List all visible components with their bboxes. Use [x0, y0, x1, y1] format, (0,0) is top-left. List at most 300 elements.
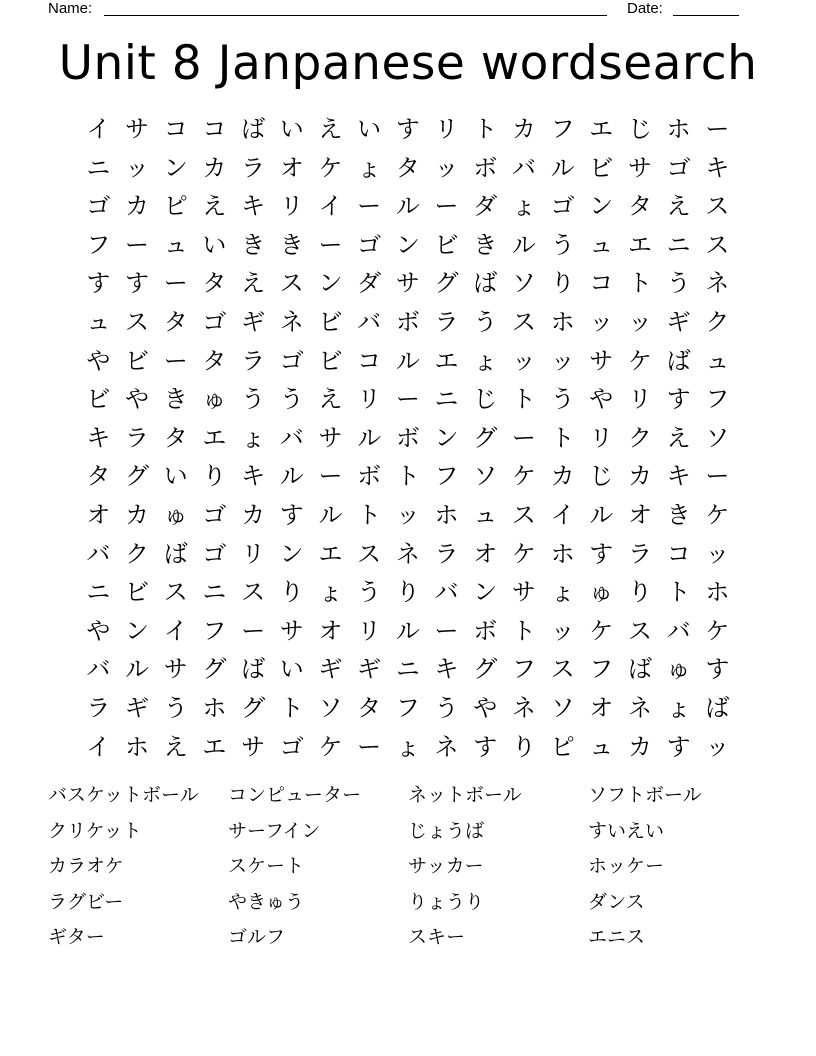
grid-row: [79, 226, 737, 265]
grid-row: [79, 187, 737, 226]
word-list-item: スキー: [408, 926, 466, 949]
grid-cell: す: [86, 269, 111, 298]
grid-cell: ス: [627, 616, 652, 645]
grid-cell: ー: [163, 346, 188, 375]
grid-cell: ニ: [202, 578, 227, 607]
grid-cell: ソ: [511, 269, 536, 298]
grid-cell: き: [473, 230, 498, 259]
grid-cell: ス: [241, 578, 266, 607]
grid-cell: ホ: [550, 307, 575, 336]
grid-cell: エ: [202, 732, 227, 761]
grid-cell: フ: [202, 616, 227, 645]
grid-cell: カ: [627, 732, 652, 761]
grid-cell: サ: [318, 423, 343, 452]
grid-cell: サ: [279, 616, 304, 645]
grid-cell: ュ: [473, 500, 498, 529]
grid-cell: ラ: [241, 153, 266, 182]
grid-row: [79, 342, 737, 381]
grid-cell: ッ: [705, 732, 730, 761]
grid-cell: り: [627, 578, 652, 607]
grid-cell: ゴ: [202, 500, 227, 529]
grid-cell: り: [202, 462, 227, 491]
grid-cell: サ: [241, 732, 266, 761]
grid-cell: す: [395, 115, 420, 143]
grid-cell: す: [589, 539, 614, 568]
grid-cell: ト: [473, 115, 498, 143]
word-list-item: サッカー: [408, 855, 484, 878]
grid-cell: ー: [318, 462, 343, 491]
grid-cell: い: [163, 462, 188, 491]
grid-cell: ス: [511, 307, 536, 336]
grid-cell: カ: [125, 500, 150, 529]
grid-cell: フ: [434, 462, 459, 491]
grid-cell: ビ: [125, 578, 150, 607]
word-list-item: ゴルフ: [228, 926, 286, 949]
grid-cell: ン: [434, 423, 459, 452]
grid-cell: エ: [434, 346, 459, 375]
grid-cell: ソ: [473, 462, 498, 491]
grid-cell: サ: [125, 115, 150, 143]
grid-cell: イ: [550, 500, 575, 529]
grid-cell: オ: [318, 616, 343, 645]
grid-cell: ケ: [705, 500, 730, 529]
word-list-item: ラグビー: [48, 890, 124, 913]
grid-cell: ボ: [395, 423, 420, 452]
grid-cell: サ: [511, 578, 536, 607]
grid-cell: ッ: [589, 307, 614, 336]
grid-cell: う: [163, 693, 188, 722]
grid-cell: コ: [357, 346, 382, 375]
grid-cell: ー: [705, 115, 730, 143]
grid-row: [79, 303, 737, 342]
grid-cell: ッ: [511, 346, 536, 375]
grid-cell: や: [125, 385, 150, 414]
grid-cell: え: [318, 115, 343, 143]
grid-cell: サ: [627, 153, 652, 182]
grid-cell: ゅ: [666, 655, 691, 684]
grid-cell: グ: [434, 269, 459, 298]
grid-cell: ょ: [511, 192, 536, 221]
grid-row: [79, 380, 737, 419]
grid-cell: ソ: [705, 423, 730, 452]
grid-row: [79, 419, 737, 458]
grid-cell: ト: [395, 462, 420, 491]
grid-cell: ゅ: [163, 500, 188, 529]
grid-cell: や: [86, 346, 111, 375]
grid-cell: ゴ: [279, 732, 304, 761]
grid-cell: コ: [202, 115, 227, 143]
grid-cell: ホ: [434, 500, 459, 529]
grid-cell: ー: [434, 616, 459, 645]
grid-cell: キ: [241, 192, 266, 221]
grid-cell: え: [241, 269, 266, 298]
grid-cell: ラ: [86, 693, 111, 722]
grid-cell: じ: [589, 462, 614, 491]
word-list-item: すいえい: [588, 819, 665, 842]
grid-cell: フ: [589, 655, 614, 684]
grid-cell: ー: [434, 192, 459, 221]
grid-cell: ル: [589, 500, 614, 529]
grid-cell: イ: [86, 115, 111, 143]
grid-cell: ボ: [357, 462, 382, 491]
grid-cell: う: [550, 385, 575, 414]
grid-cell: リ: [434, 115, 459, 143]
grid-cell: ー: [318, 230, 343, 259]
grid-cell: ホ: [550, 539, 575, 568]
grid-row: [79, 573, 737, 612]
grid-cell: ビ: [318, 307, 343, 336]
grid-cell: ュ: [589, 230, 614, 259]
grid-cell: カ: [511, 115, 536, 143]
grid-row: [79, 612, 737, 651]
grid-cell: カ: [125, 192, 150, 221]
grid-cell: バ: [86, 655, 111, 684]
grid-cell: ソ: [318, 693, 343, 722]
grid-cell: エ: [318, 539, 343, 568]
grid-cell: ニ: [86, 153, 111, 182]
grid-cell: ピ: [163, 192, 188, 221]
grid-cell: き: [666, 500, 691, 529]
grid-cell: す: [666, 385, 691, 414]
grid-cell: キ: [86, 423, 111, 452]
date-label: Date:: [627, 0, 663, 17]
grid-cell: ゴ: [357, 230, 382, 259]
grid-cell: ホ: [125, 732, 150, 761]
name-label: Name:: [48, 0, 93, 17]
grid-cell: ー: [125, 230, 150, 259]
grid-cell: ょ: [395, 732, 420, 761]
grid-cell: ゴ: [202, 539, 227, 568]
grid-cell: ラ: [627, 539, 652, 568]
grid-row: [79, 149, 737, 188]
grid-cell: キ: [705, 153, 730, 182]
grid-cell: ニ: [86, 578, 111, 607]
grid-cell: ホ: [666, 115, 691, 143]
grid-cell: カ: [550, 462, 575, 491]
grid-cell: ゴ: [550, 192, 575, 221]
grid-cell: ラ: [125, 423, 150, 452]
grid-cell: ス: [163, 578, 188, 607]
grid-cell: す: [705, 655, 730, 684]
grid-cell: ー: [241, 616, 266, 645]
grid-cell: ば: [473, 269, 498, 298]
grid-cell: バ: [666, 616, 691, 645]
grid-cell: う: [279, 385, 304, 414]
grid-cell: ケ: [589, 616, 614, 645]
grid-cell: ギ: [666, 307, 691, 336]
grid-cell: や: [473, 693, 498, 722]
grid-cell: ー: [511, 423, 536, 452]
grid-cell: ネ: [395, 539, 420, 568]
grid-cell: ケ: [511, 539, 536, 568]
grid-cell: ボ: [473, 153, 498, 182]
grid-cell: ュ: [163, 230, 188, 259]
grid-cell: す: [666, 732, 691, 761]
grid-cell: い: [279, 655, 304, 684]
grid-cell: ば: [705, 693, 730, 722]
word-list-item: じょうば: [408, 819, 485, 842]
grid-cell: グ: [473, 655, 498, 684]
grid-cell: ケ: [705, 616, 730, 645]
grid-cell: ギ: [241, 307, 266, 336]
grid-cell: サ: [163, 655, 188, 684]
grid-cell: ン: [163, 153, 188, 182]
grid-cell: ば: [627, 655, 652, 684]
grid-cell: ょ: [318, 578, 343, 607]
grid-cell: イ: [86, 732, 111, 761]
grid-cell: ラ: [434, 307, 459, 336]
grid-row: [79, 689, 737, 728]
grid-cell: オ: [279, 153, 304, 182]
grid-cell: リ: [357, 616, 382, 645]
grid-cell: タ: [163, 423, 188, 452]
grid-cell: ー: [357, 732, 382, 761]
grid-cell: ラ: [434, 539, 459, 568]
grid-cell: ゴ: [86, 192, 111, 221]
grid-cell: ル: [357, 423, 382, 452]
grid-cell: フ: [511, 655, 536, 684]
grid-cell: ー: [395, 385, 420, 414]
grid-cell: ょ: [550, 578, 575, 607]
grid-cell: ー: [357, 192, 382, 221]
grid-cell: ン: [279, 539, 304, 568]
grid-cell: い: [279, 115, 304, 143]
grid-cell: す: [279, 500, 304, 529]
grid-cell: ょ: [666, 693, 691, 722]
grid-cell: キ: [241, 462, 266, 491]
grid-cell: バ: [279, 423, 304, 452]
grid-cell: オ: [589, 693, 614, 722]
grid-cell: す: [473, 732, 498, 761]
word-list-item: ダンス: [588, 890, 645, 913]
grid-cell: イ: [163, 616, 188, 645]
grid-cell: り: [511, 732, 536, 761]
page-title: Unit 8 Janpanese wordsearch: [58, 36, 758, 91]
grid-cell: う: [434, 693, 459, 722]
word-list-item: ホッケー: [588, 855, 665, 878]
grid-cell: ギ: [357, 655, 382, 684]
grid-cell: ル: [511, 230, 536, 259]
grid-cell: う: [473, 307, 498, 336]
grid-cell: ネ: [627, 693, 652, 722]
grid-cell: う: [666, 269, 691, 298]
grid-cell: ビ: [589, 153, 614, 182]
grid-cell: ス: [279, 269, 304, 298]
grid-cell: グ: [473, 423, 498, 452]
grid-cell: タ: [202, 269, 227, 298]
grid-cell: ン: [395, 230, 420, 259]
grid-cell: ょ: [473, 346, 498, 375]
grid-cell: え: [163, 732, 188, 761]
grid-cell: ッ: [434, 153, 459, 182]
grid-cell: う: [357, 578, 382, 607]
header-line: [48, 0, 748, 18]
grid-cell: タ: [202, 346, 227, 375]
grid-cell: ば: [241, 115, 266, 143]
grid-cell: ケ: [511, 462, 536, 491]
grid-cell: ホ: [705, 578, 730, 607]
grid-cell: ネ: [511, 693, 536, 722]
grid-cell: え: [666, 192, 691, 221]
grid-cell: う: [550, 230, 575, 259]
grid-cell: え: [202, 192, 227, 221]
grid-cell: ダ: [473, 192, 498, 221]
grid-cell: オ: [86, 500, 111, 529]
grid-cell: ダ: [357, 269, 382, 298]
word-list-item: バスケットボール: [48, 784, 199, 806]
grid-cell: オ: [627, 500, 652, 529]
grid-cell: ッ: [627, 307, 652, 336]
grid-cell: バ: [357, 307, 382, 336]
grid-cell: き: [241, 230, 266, 259]
grid-cell: ン: [589, 192, 614, 221]
grid-cell: コ: [163, 115, 188, 143]
grid-cell: ト: [279, 693, 304, 722]
grid-cell: エ: [589, 115, 614, 143]
grid-cell: タ: [395, 153, 420, 182]
grid-cell: ル: [395, 616, 420, 645]
grid-cell: ル: [318, 500, 343, 529]
grid-cell: ト: [666, 578, 691, 607]
grid-cell: ッ: [705, 539, 730, 568]
grid-cell: ル: [395, 192, 420, 221]
grid-cell: リ: [627, 385, 652, 414]
grid-cell: タ: [86, 462, 111, 491]
grid-cell: ゴ: [202, 307, 227, 336]
grid-cell: ゅ: [589, 578, 614, 607]
grid-cell: ト: [627, 269, 652, 298]
grid-cell: コ: [589, 269, 614, 298]
grid-cell: グ: [241, 693, 266, 722]
word-list-item: ネットボール: [408, 784, 522, 806]
grid-cell: り: [279, 578, 304, 607]
grid-cell: ン: [125, 616, 150, 645]
grid-cell: え: [666, 423, 691, 452]
grid-cell: ば: [666, 346, 691, 375]
grid-cell: ネ: [434, 732, 459, 761]
word-list-item: コンピューター: [228, 784, 362, 806]
grid-cell: エ: [627, 230, 652, 259]
grid-cell: ょ: [357, 153, 382, 182]
grid-cell: ボ: [473, 616, 498, 645]
word-list-item: サーフイン: [228, 819, 321, 842]
grid-cell: じ: [627, 115, 652, 143]
grid-cell: じ: [473, 385, 498, 414]
grid-cell: ク: [125, 539, 150, 568]
grid-cell: ル: [279, 462, 304, 491]
grid-cell: ト: [511, 385, 536, 414]
grid-cell: や: [589, 385, 614, 414]
wordsearch-grid: [79, 110, 737, 766]
grid-cell: ソ: [550, 693, 575, 722]
grid-cell: フ: [86, 230, 111, 259]
grid-cell: グ: [125, 462, 150, 491]
grid-cell: ビ: [86, 385, 111, 414]
grid-cell: ル: [125, 655, 150, 684]
word-list-item: エニス: [588, 926, 646, 949]
word-list-item: カラオケ: [48, 855, 124, 878]
grid-cell: ル: [550, 153, 575, 182]
grid-cell: バ: [434, 578, 459, 607]
grid-cell: ス: [511, 500, 536, 529]
grid-cell: ュ: [589, 732, 614, 761]
grid-cell: ュ: [705, 346, 730, 375]
grid-cell: ケ: [318, 732, 343, 761]
grid-cell: ビ: [318, 346, 343, 375]
grid-cell: タ: [163, 307, 188, 336]
grid-cell: ス: [550, 655, 575, 684]
grid-cell: サ: [395, 269, 420, 298]
grid-cell: キ: [666, 462, 691, 491]
grid-cell: ニ: [395, 655, 420, 684]
word-list-item: スケート: [228, 855, 305, 878]
name-blank-line: [104, 15, 607, 16]
grid-cell: ビ: [125, 346, 150, 375]
grid-cell: タ: [627, 192, 652, 221]
word-list-item: ギター: [48, 926, 105, 949]
grid-cell: ゴ: [666, 153, 691, 182]
grid-cell: ピ: [550, 732, 575, 761]
grid-cell: リ: [357, 385, 382, 414]
grid-cell: ト: [511, 616, 536, 645]
grid-cell: フ: [705, 385, 730, 414]
grid-cell: ッ: [125, 153, 150, 182]
grid-cell: ネ: [279, 307, 304, 336]
grid-cell: ル: [395, 346, 420, 375]
grid-cell: ネ: [705, 269, 730, 298]
grid-cell: ニ: [666, 230, 691, 259]
grid-cell: グ: [202, 655, 227, 684]
grid-cell: ッ: [550, 346, 575, 375]
grid-cell: オ: [473, 539, 498, 568]
grid-cell: き: [279, 230, 304, 259]
grid-cell: カ: [202, 153, 227, 182]
grid-cell: き: [163, 385, 188, 414]
grid-cell: イ: [318, 192, 343, 221]
grid-cell: エ: [202, 423, 227, 452]
grid-cell: ー: [163, 269, 188, 298]
grid-row: [79, 728, 737, 767]
grid-cell: ば: [163, 539, 188, 568]
grid-cell: ッ: [395, 500, 420, 529]
grid-cell: ン: [318, 269, 343, 298]
grid-row: [79, 457, 737, 496]
grid-cell: カ: [627, 462, 652, 491]
grid-cell: ト: [550, 423, 575, 452]
grid-cell: タ: [357, 693, 382, 722]
grid-cell: い: [357, 115, 382, 143]
grid-cell: コ: [666, 539, 691, 568]
word-list-item: ソフトボール: [588, 784, 702, 806]
grid-cell: ょ: [241, 423, 266, 452]
grid-cell: え: [318, 385, 343, 414]
grid-cell: ス: [125, 307, 150, 336]
grid-cell: ラ: [241, 346, 266, 375]
grid-cell: い: [202, 230, 227, 259]
grid-cell: う: [241, 385, 266, 414]
grid-cell: ス: [357, 539, 382, 568]
grid-cell: ト: [357, 500, 382, 529]
grid-cell: す: [125, 269, 150, 298]
grid-cell: フ: [395, 693, 420, 722]
grid-cell: カ: [241, 500, 266, 529]
grid-cell: ホ: [202, 693, 227, 722]
word-list: [48, 778, 768, 956]
grid-cell: バ: [86, 539, 111, 568]
word-list-item: クリケット: [48, 819, 142, 842]
date-blank-line: [673, 15, 739, 16]
grid-cell: ュ: [86, 307, 111, 336]
